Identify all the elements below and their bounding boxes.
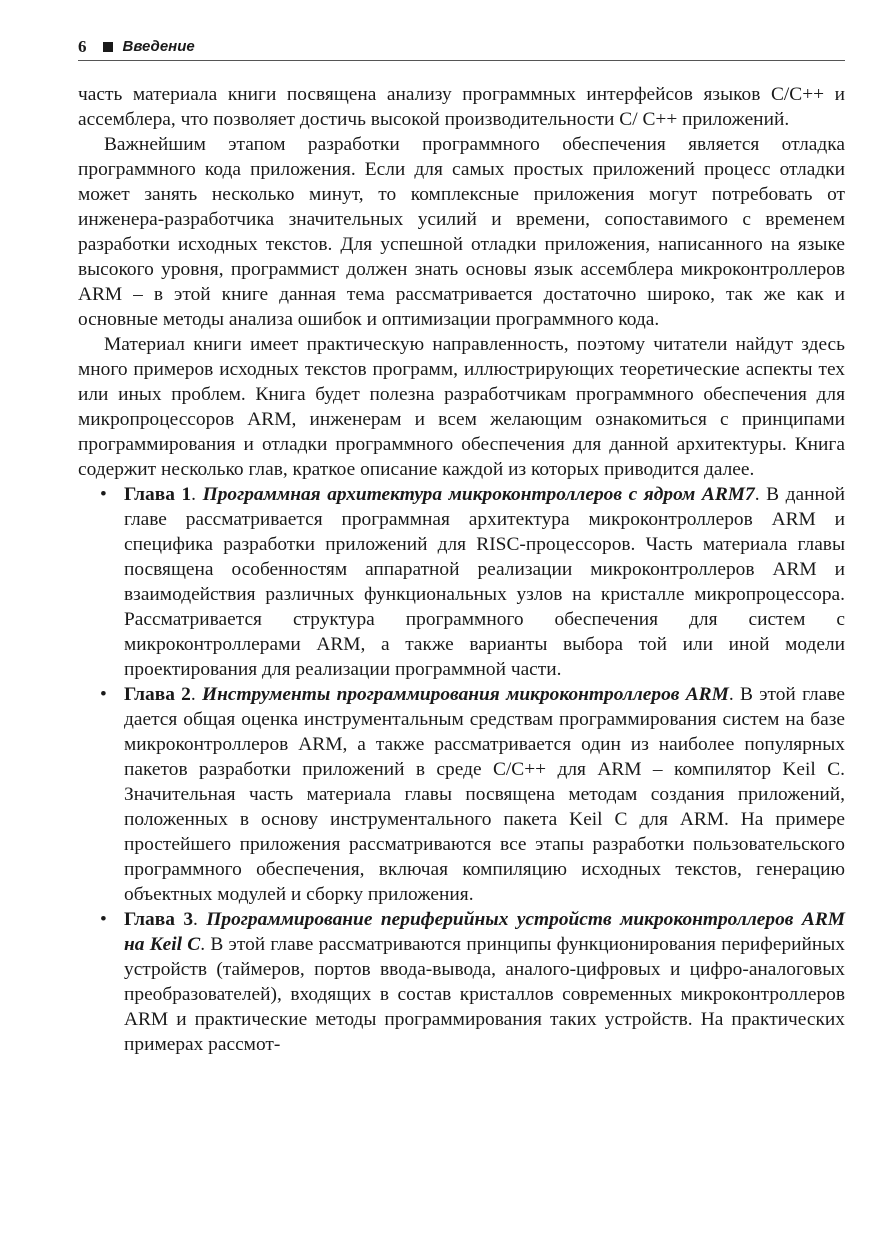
chapter-description: В этой главе рассматриваются принципы функционирования периферийных устройств (таймеров, портов ввода-вывода, аналого-цифровых и цифро-аналоговых преобразователей), входящих в состав кристаллов современных микроконтроллеров ARM и практические методы программирования таких устройств. На практических примерах рассмот- — [124, 934, 846, 1055]
chapter-description: В этой главе дается общая оценка инструментальным средствам программирования систем на базе микроконтроллеров ARM, а также рассматривается один из наиболее популярных пакетов разработки приложений в среде C/C++ для ARM – компилятор Keil C. Значительная часть материала главы посвящена методам создания приложений, положенных в основу инструментального пакета Keil C для ARM. На примере простейшего приложения рассматриваются все этапы разработки пользовательского программного обеспечения, включая компиляцию исходных текстов, генерацию объектных модулей и сборку приложения. — [124, 684, 845, 905]
section-title: Введение — [122, 38, 195, 55]
paragraph-continuation: часть материала книги посвящена анализу программных интерфейсов языков C/C++ и ассемблера, что позволяет достичь высокой производительности C/ C++ приложений. — [78, 84, 845, 130]
book-page — [78, 34, 845, 1057]
chapter-list — [78, 482, 845, 1057]
chapter-title: Программная архитектура микроконтроллеров с ядром ARM7 — [202, 484, 755, 505]
chapter-item-1: • Глава 1. Программная архитектура микроконтроллеров с ядром ARM7. В данной главе рассматривается программная архитектура микроконтроллеров ARM и специфика разработки приложений для RISC-процессоров. Часть материала главы посвящена особенностям аппаратной реализации микроконтроллеров ARM и взаимодействия различных функциональных узлов на кристалле микропроцессора. Рассматривается структура программного обеспечения для систем с микроконтроллерами ARM, а также варианты выбора той или иной модели проектирования для реализации программной части. — [100, 484, 845, 680]
paragraph-debugging: Важнейшим этапом разработки программного обеспечения является отладка программного кода приложения. Если для самых простых приложений процесс отладки может занять несколько минут, то комплексные приложения могут потребовать от инженера-разработчика значительных усилий и времени, сопоставимого с временем разработки исходных текстов. Для успешной отладки приложения, написанного на языке высокого уровня, программист должен знать основы язык ассемблера микроконтроллеров ARM – в этой книге данная тема рассматривается достаточно широко, так же как и основные методы анализа ошибок и оптимизации программного кода. — [78, 134, 845, 330]
chapter-item-2: • Глава 2. Инструменты программирования микроконтроллеров ARM. В этой главе дается общая оценка инструментальным средствам программирования систем на базе микроконтроллеров ARM, а также рассматривается один из наиболее популярных пакетов разработки приложений в среде C/C++ для ARM – компилятор Keil C. Значительная часть материала главы посвящена методам создания приложений, положенных в основу инструментального пакета Keil C для ARM. На примере простейшего приложения рассматриваются все этапы разработки пользовательского программного обеспечения, включая компиляцию исходных текстов, генерацию объектных модулей и сборку приложения. — [100, 684, 845, 905]
chapter-title: Инструменты программирования микроконтроллеров ARM — [202, 684, 729, 705]
chapter-description: В данной главе рассматривается программная архитектура микроконтроллеров ARM и специфика разработки приложений для RISC-процессоров. Часть материала главы посвящена особенностям аппаратной реализации микроконтроллеров ARM и взаимодействия различных функциональных узлов на кристалле микропроцессора. Рассматривается структура программного обеспечения для систем с микроконтроллерами ARM, а также варианты выбора той или иной модели проектирования для реализации программной части. — [124, 484, 845, 680]
chapter-label: Глава 3 — [124, 909, 194, 930]
bullet-icon: • — [100, 909, 107, 930]
chapter-label: Глава 1 — [124, 484, 192, 505]
chapter-title: Программирование периферийных устройств микроконтроллеров ARM на Keil C — [124, 909, 845, 955]
square-bullet-icon — [103, 42, 113, 52]
bullet-icon: • — [100, 484, 107, 505]
chapter-label: Глава 2 — [124, 684, 191, 705]
bullet-icon: • — [100, 684, 107, 705]
chapter-item-3: • Глава 3. Программирование периферийных устройств микроконтроллеров ARM на Keil C. В этой главе рассматриваются принципы функционирования периферийных устройств (таймеров, портов ввода-вывода, аналого-цифровых и цифро-аналоговых преобразователей), входящих в состав кристаллов современных микроконтроллеров ARM и практические методы программирования таких устройств. На практических примерах рассмот- — [100, 909, 846, 1055]
running-header — [78, 34, 845, 61]
page-number: 6 — [78, 37, 87, 56]
page-body — [78, 82, 845, 1057]
paragraph-book-material: Материал книги имеет практическую направленность, поэтому читатели найдут здесь много примеров исходных текстов программ, иллюстрирующих теоретические аспекты тех или иных проблем. Книга будет полезна разработчикам программного обеспечения для микропроцессоров ARM, инженерам и всем желающим ознакомиться с принципами программирования и отладки программного обеспечения для данной архитектуры. Книга содержит несколько глав, краткое описание каждой из которых приводится далее. — [78, 334, 845, 480]
